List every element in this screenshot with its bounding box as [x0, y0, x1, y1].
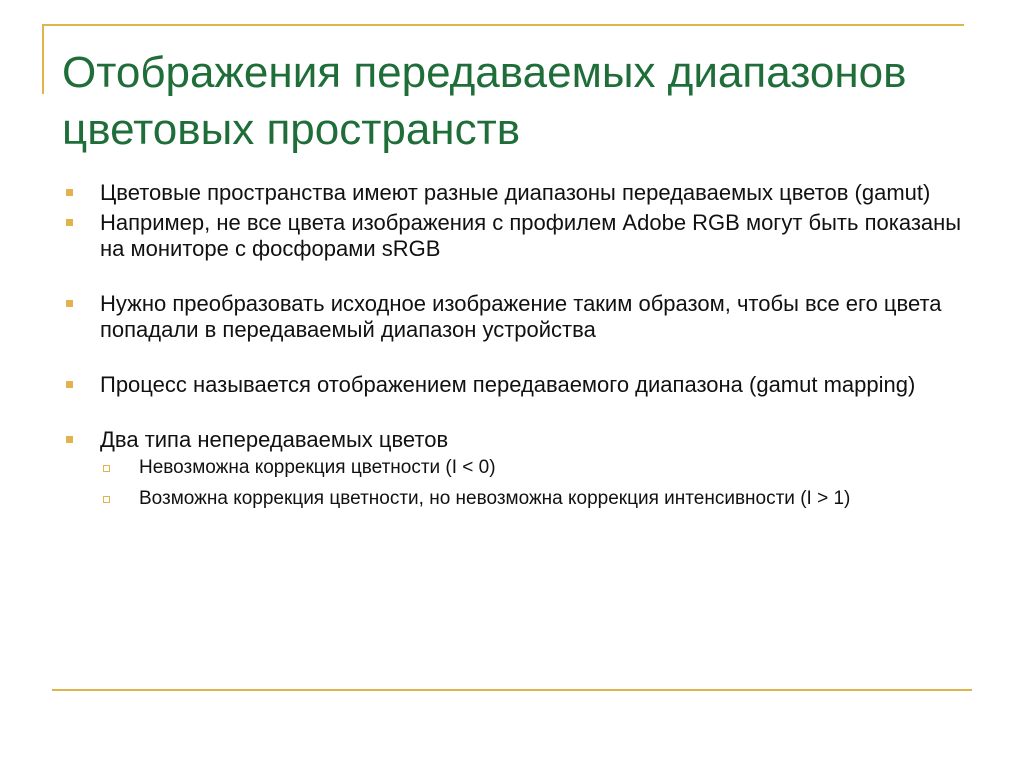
bullet-item — [62, 372, 962, 398]
sub-bullet-item — [62, 488, 962, 510]
sub-bullet-item — [62, 457, 962, 479]
left-divider — [42, 24, 44, 94]
sub-bullet-text: Возможна коррекция цветности, но невозможна коррекция интенсивности (I > 1) — [139, 488, 851, 509]
bullet-list — [62, 180, 962, 510]
bullet-item — [62, 210, 962, 262]
bullet-text: Два типа непередаваемых цветов — [100, 427, 449, 452]
bullet-item — [62, 291, 962, 343]
bullet-item — [62, 180, 962, 206]
bullet-text: Например, не все цвета изображения с профилем Adobe RGB могут быть показаны на мониторе с фосфорами sRGB — [100, 210, 962, 261]
square-bullet-icon — [66, 436, 73, 443]
top-divider — [42, 24, 964, 26]
bullet-text: Нужно преобразовать исходное изображение таким образом, чтобы все его цвета попадали в передаваемый диапазон устройства — [100, 291, 942, 342]
bullet-item — [62, 427, 962, 453]
square-bullet-icon — [66, 381, 73, 388]
hollow-square-bullet-icon — [103, 465, 110, 472]
bullet-text: Цветовые пространства имеют разные диапазоны передаваемых цветов (gamut) — [100, 180, 931, 205]
sub-bullet-text: Невозможна коррекция цветности (I < 0) — [139, 457, 496, 478]
bottom-divider — [52, 689, 972, 691]
hollow-square-bullet-icon — [103, 496, 110, 503]
bullet-text: Процесс называется отображением передаваемого диапазона (gamut mapping) — [100, 372, 916, 397]
square-bullet-icon — [66, 219, 73, 226]
slide-title: Отображения передаваемых диапазонов цветовых пространств — [62, 48, 907, 154]
square-bullet-icon — [66, 189, 73, 196]
square-bullet-icon — [66, 300, 73, 307]
